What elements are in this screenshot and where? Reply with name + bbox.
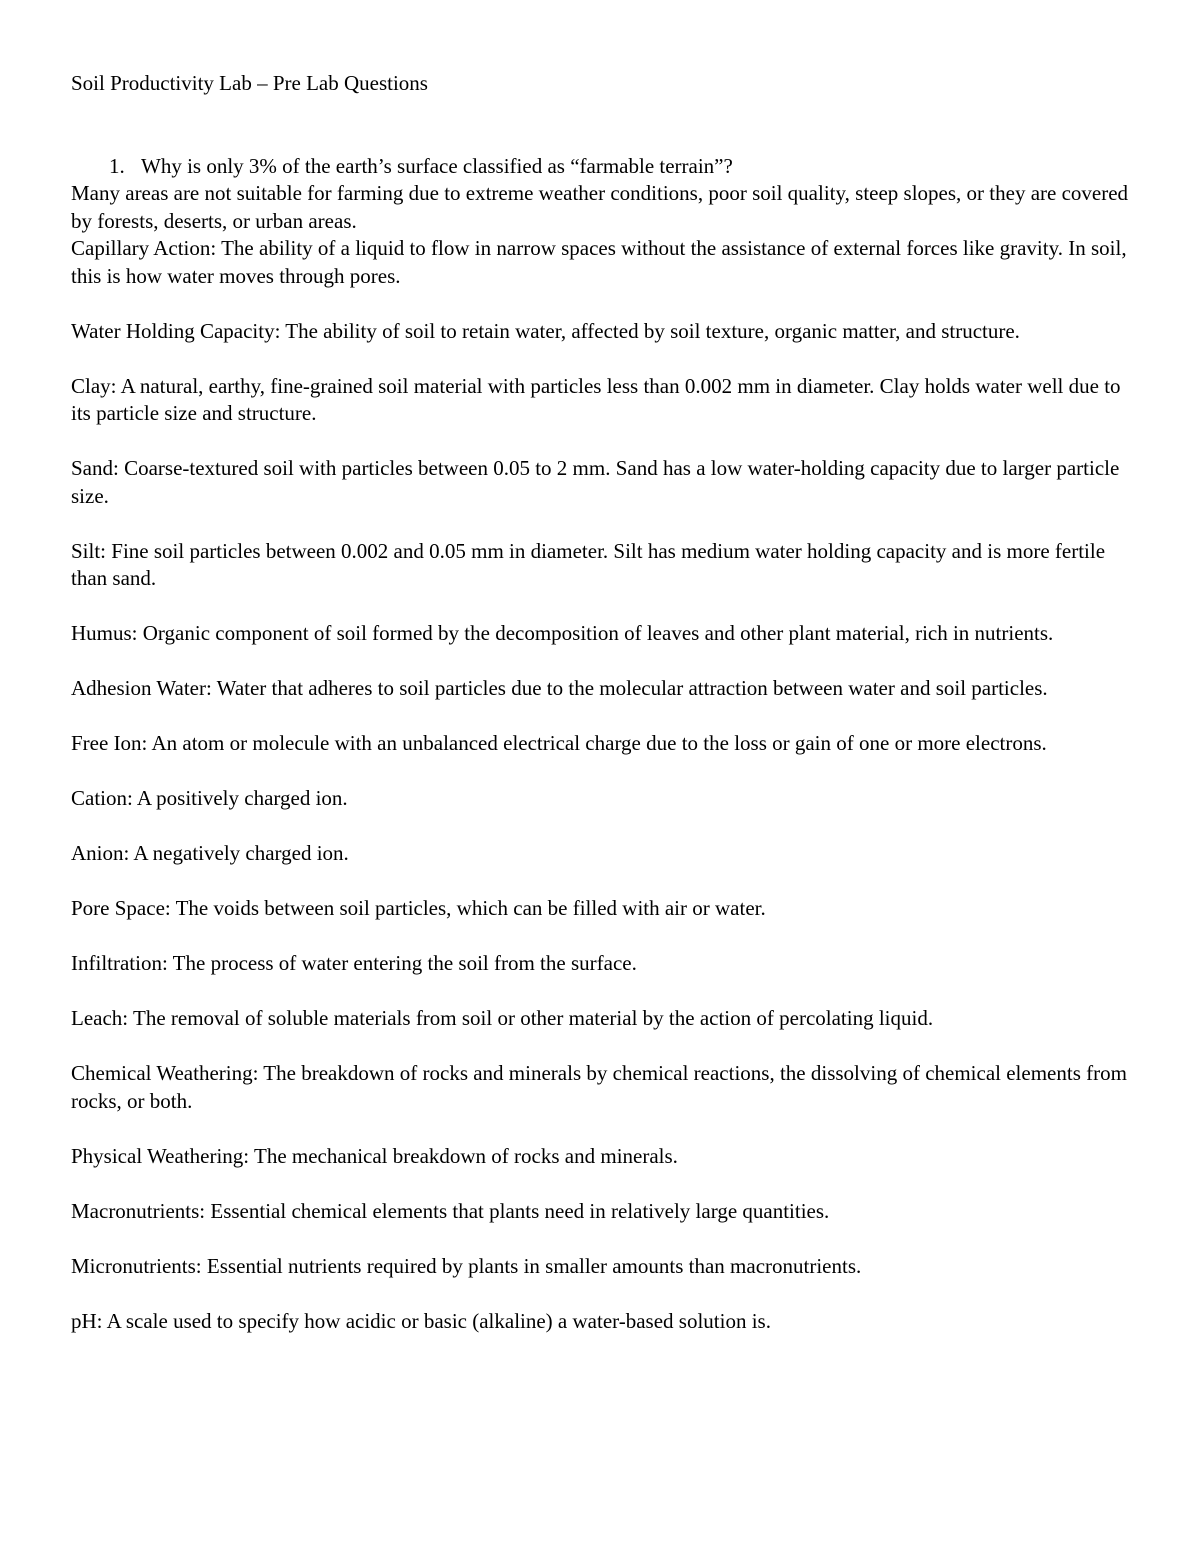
- definition-infiltration: Infiltration: The process of water entering the soil from the surface.: [71, 951, 637, 975]
- definition-leach: Leach: The removal of soluble materials from soil or other material by the action of percolating liquid.: [71, 1006, 934, 1030]
- definition-adhesion-water: Adhesion Water: Water that adheres to soil particles due to the molecular attraction between water and soil particles.: [71, 676, 1048, 700]
- definition-pore-space: Pore Space: The voids between soil particles, which can be filled with air or water.: [71, 896, 766, 920]
- definition-capillary-action: Capillary Action: The ability of a liquid to flow in narrow spaces without the assistance of external forces like gravity. In soil, this is how water moves through pores.: [71, 236, 1127, 288]
- definition-chemical-weathering: Chemical Weathering: The breakdown of rocks and minerals by chemical reactions, the dissolving of chemical elements from rocks, or both.: [71, 1061, 1127, 1113]
- definition-macronutrients: Macronutrients: Essential chemical elements that plants need in relatively large quantities.: [71, 1198, 830, 1223]
- definition-sand: Sand: Coarse-textured soil with particles between 0.05 to 2 mm. Sand has a low water-holding capacity due to larger particle size.: [71, 456, 1120, 508]
- question-item: [71, 153, 1137, 181]
- definition-silt: Silt: Fine soil particles between 0.002 and 0.05 mm in diameter. Silt has medium water holding capacity and is more fertile than sand.: [71, 538, 1106, 590]
- definition-clay: Clay: A natural, earthy, fine-grained soil material with particles less than 0.002 mm in diameter. Clay holds water well due to its particle size and structure.: [71, 373, 1121, 425]
- definition-physical-weathering: Physical Weathering: The mechanical breakdown of rocks and minerals.: [71, 1143, 678, 1168]
- question-answer: Many areas are not suitable for farming due to extreme weather conditions, poor soil quality, steep slopes, or they are covered by forests, deserts, or urban areas.: [71, 181, 1129, 233]
- definition-cation: Cation: A positively charged ion.: [71, 786, 348, 810]
- definition-anion: Anion: A negatively charged ion.: [71, 841, 349, 865]
- question-number: 1.: [109, 153, 125, 178]
- question-text: Why is only 3% of the earth’s surface classified as “farmable terrain”?: [141, 153, 733, 178]
- definition-ph: pH: A scale used to specify how acidic or basic (alkaline) a water-based solution is.: [71, 1308, 771, 1333]
- document-page: [71, 70, 1137, 1335]
- definition-micronutrients: Micronutrients: Essential nutrients required by plants in smaller amounts than macronutrients.: [71, 1253, 862, 1278]
- definition-free-ion: Free Ion: An atom or molecule with an unbalanced electrical charge due to the loss or gain of one or more electrons.: [71, 731, 1047, 755]
- question-list: [71, 153, 1137, 181]
- document-title: Soil Productivity Lab – Pre Lab Questions: [71, 71, 428, 95]
- definition-water-holding-capacity: Water Holding Capacity: The ability of soil to retain water, affected by soil texture, organic matter, and structure.: [71, 318, 1020, 343]
- definition-humus: Humus: Organic component of soil formed by the decomposition of leaves and other plant material, rich in nutrients.: [71, 621, 1054, 645]
